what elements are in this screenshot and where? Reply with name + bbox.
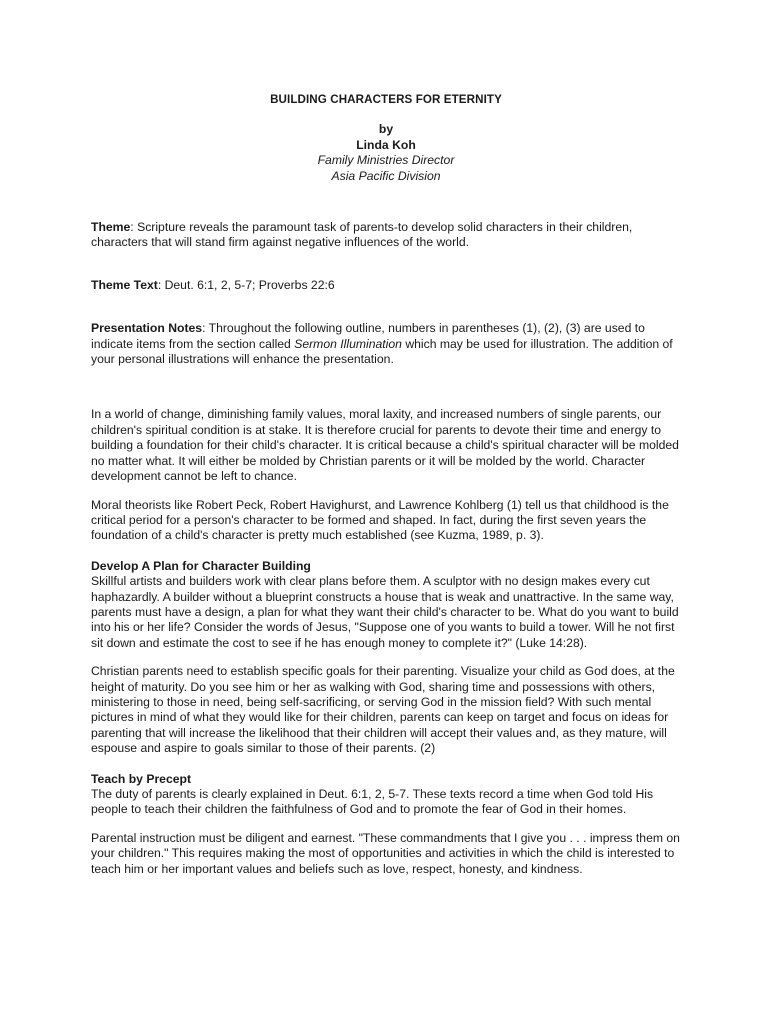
author-role: Family Ministries Director [317, 153, 455, 168]
intro-paragraph-1: In a world of change, diminishing family values, moral laxity, and increased numbers of single parents, our children's spiritual condition is at stake. It is therefore crucial for parents to devote their time and energy to building a foundation for their child's character. It is critical because a child's spiritual character will be molded no matter what. It will either be molded by Christian parents or it will be molded by the world. Character development cannot be left to chance. [91, 407, 679, 484]
byline [91, 122, 681, 184]
document-title: BUILDING CHARACTERS FOR ETERNITY [270, 93, 502, 106]
author-name: Linda Koh [356, 137, 416, 152]
section-precept-heading: Teach by Precept [91, 771, 192, 786]
section-precept-paragraph-1: The duty of parents is clearly explained in Deut. 6:1, 2, 5-7. These texts record a time when God told His people to teach their children the faithfulness of God and to promote the fear of God in their homes. [91, 787, 654, 817]
presentation-notes-text-before: : Throughout the following outline, numbers in parentheses (1), (2), (3) are used to indicate items from the section called [91, 321, 645, 351]
section-plan [91, 559, 681, 757]
section-precept-paragraph-2: Parental instruction must be diligent and earnest. "These commandments that I give you . . . impress them on your children." This requires making the most of opportunities and activities in which the child is interested to teach him or her important values and beliefs such as love, respect, honesty, and kindness. [91, 830, 680, 876]
sermon-illumination-ref: Sermon Illumination [294, 336, 402, 351]
section-plan-paragraph-1: Skillful artists and builders work with clear plans before them. A sculptor with no design makes every cut haphazardly. A builder without a blueprint constructs a house that is weak and unattractive. In the same way, parents must have a design, a plan for what they want their child's character to be. What do you want to build into his or her life? Consider the words of Jesus, "Suppose one of you wants to build a tower. Will he not first sit down and estimate the cost to see if he has enough money to complete it?" (Luke 14:28). [91, 574, 679, 650]
section-precept [91, 772, 681, 877]
presentation-notes-label: Presentation Notes [91, 321, 203, 336]
theme-text-value: : Deut. 6:1, 2, 5-7; Proverbs 22:6 [157, 277, 335, 292]
byline-by: by [378, 122, 394, 137]
theme-paragraph [91, 220, 681, 251]
theme-label: Theme [91, 220, 131, 235]
theme-text: : Scripture reveals the paramount task of parents-to develop solid characters in their children, characters that will stand firm against negative influences of the world. [91, 220, 633, 250]
section-plan-heading: Develop A Plan for Character Building [91, 558, 311, 573]
document-page [91, 92, 681, 877]
intro-paragraph-2: Moral theorists like Robert Peck, Robert Havighurst, and Lawrence Kohlberg (1) tell us that childhood is the critical period for a person's character to be formed and shaped. In fact, during the first seven years the foundation of a child's character is pretty much established (see Kuzma, 1989, p. 3). [91, 497, 669, 543]
theme-text-paragraph [91, 278, 681, 293]
theme-text-label: Theme Text [91, 277, 158, 292]
author-division: Asia Pacific Division [331, 168, 441, 183]
presentation-notes-text-after: which may be used for illustration. The addition of your personal illustrations will enhance the presentation. [91, 336, 673, 367]
presentation-notes-paragraph [91, 321, 681, 367]
section-plan-paragraph-2: Christian parents need to establish specific goals for their parenting. Visualize your child as God does, at the height of maturity. Do you see him or her as walking with God, sharing time and possessions with others, ministering to those in need, being self-sacrificing, or serving God in the mission field? With such mental pictures in mind of what they would like for their children, parents can keep on target and focus on ideas for parenting that will increase the likelihood that their children will accept their values and, as they mature, will espouse and aspire to goals similar to those of their parents. (2) [91, 664, 675, 756]
